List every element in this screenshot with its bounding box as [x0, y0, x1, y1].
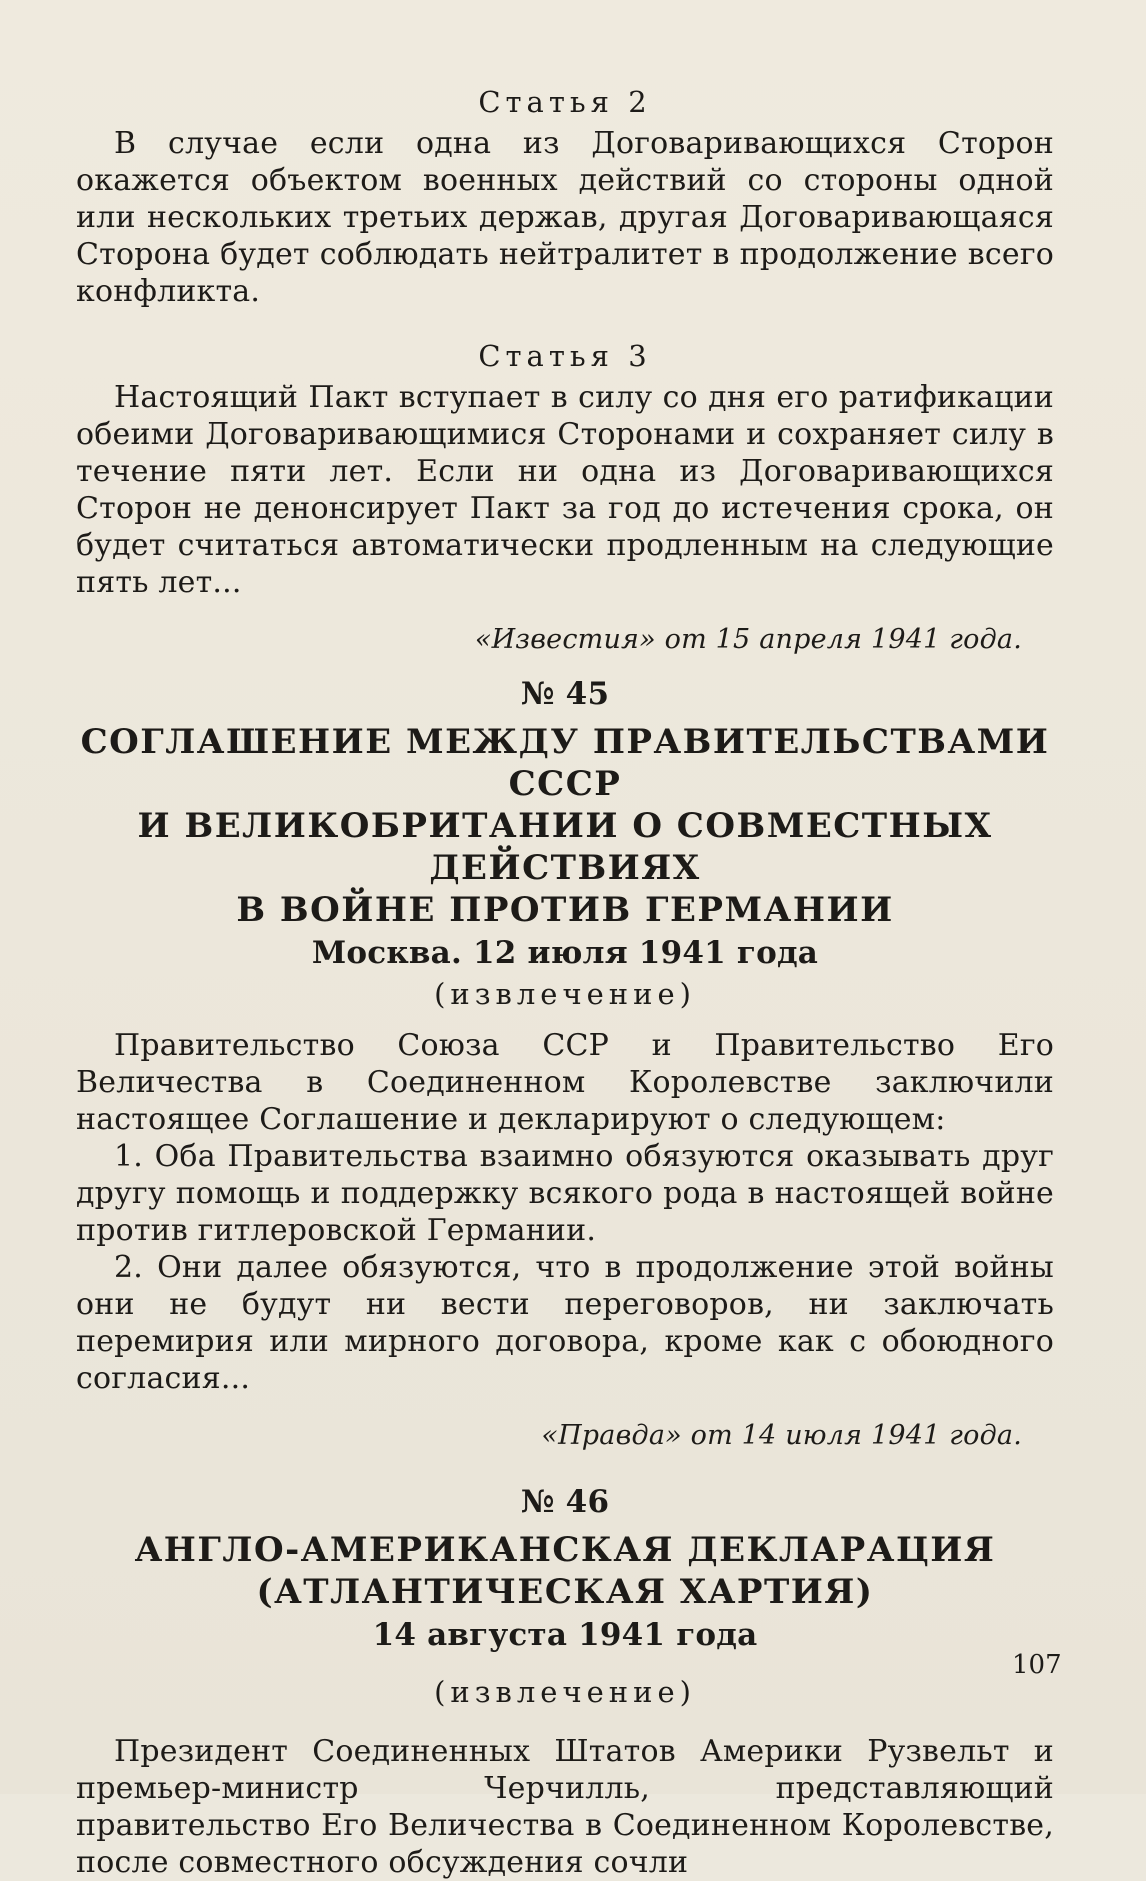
page-number: 107 [1012, 1650, 1062, 1680]
document-45-place-date: Москва. 12 июля 1941 года [311, 935, 819, 971]
document-45-paragraph: 2. Они далее обязуются, что в продолжение этой войны они не будут ни вести переговоров, ни заключать перемирия или мирного договора, кроме как с обоюдного согласия... [76, 1250, 1054, 1396]
document-46-title [76, 1529, 1054, 1613]
title-line: И ВЕЛИКОБРИТАНИИ О СОВМЕСТНЫХ ДЕЙСТВИЯХ [137, 806, 993, 888]
title-line: АНГЛО-АМЕРИКАНСКАЯ ДЕКЛАРАЦИЯ [134, 1530, 996, 1570]
source-izvestia: «Известия» от 15 апреля 1941 года. [474, 624, 1022, 655]
document-number-45: № 45 [520, 676, 610, 712]
title-line: В ВОЙНЕ ПРОТИВ ГЕРМАНИИ [236, 890, 894, 930]
document-45-title [76, 721, 1054, 931]
document-45-paragraph: 1. Оба Правительства взаимно обязуются оказывать друг другу помощь и поддержку всякого рода в настоящей войне против гитлеровской Германии. [76, 1139, 1054, 1248]
article-2-heading: Статья 2 [478, 85, 652, 119]
article-3-text: Настоящий Пакт вступает в силу со дня его ратификации обеими Договаривающимися Сторонами и сохраняет силу в течение пяти лет. Если ни одна из Договаривающихся Сторон не денонсирует Пакт за год до истечения срока, он будет считаться автоматически продленным на следующие пять лет... [76, 380, 1054, 600]
article-2-text: В случае если одна из Договаривающихся Сторон окажется объектом военных действий со стороны одной или нескольких третьих держав, другая Договаривающаяся Сторона будет соблюдать нейтралитет в продолжение всего конфликта. [76, 126, 1054, 309]
document-46-extract-note: (извлечение) [434, 1675, 696, 1709]
article-3-heading: Статья 3 [478, 339, 652, 373]
document-45-paragraph: Правительство Союза ССР и Правительство Его Величества в Соединенном Королевстве заключили настоящее Соглашение и декларируют о следующем: [76, 1028, 1054, 1137]
text-column [76, 78, 1054, 1881]
document-46-paragraph: Президент Соединенных Штатов Америки Рузвельт и премьер-министр Черчилль, представляющий правительство Его Величества в Соединенном Королевстве, после совместного обсуждения сочли [76, 1734, 1054, 1880]
source-pravda: «Правда» от 14 июля 1941 года. [541, 1420, 1022, 1451]
document-46-date: 14 августа 1941 года [372, 1617, 758, 1653]
title-line: СОГЛАШЕНИЕ МЕЖДУ ПРАВИТЕЛЬСТВАМИ СССР [80, 722, 1050, 804]
title-line: (АТЛАНТИЧЕСКАЯ ХАРТИЯ) [256, 1572, 874, 1612]
document-45-extract-note: (извлечение) [434, 977, 696, 1011]
document-number-46: № 46 [520, 1484, 610, 1520]
